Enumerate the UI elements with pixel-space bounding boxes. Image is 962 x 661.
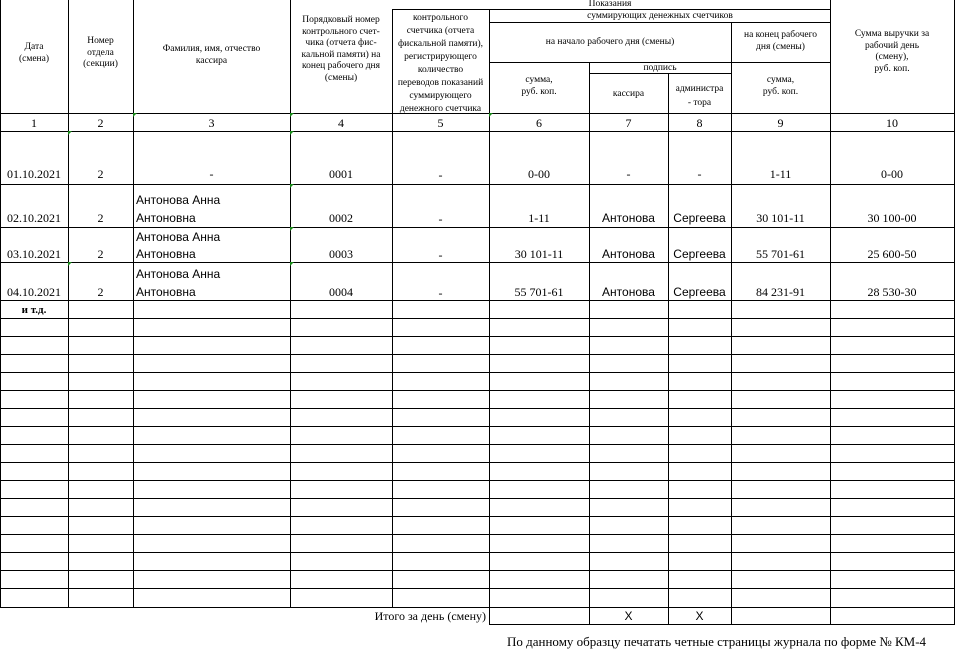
row2-name-line2: Антоновна	[136, 211, 196, 225]
header-dept	[68, 36, 133, 71]
header-control-line: регистрирующего	[404, 52, 477, 62]
row3-counter: 0003	[329, 247, 353, 261]
column-number: 9	[777, 116, 784, 130]
header-end-line: дня (смены)	[756, 41, 805, 52]
row4-counter: 0004	[329, 285, 353, 299]
header-control-line: количество	[417, 65, 464, 75]
header-date	[0, 42, 68, 65]
header-name-line: кассира	[195, 55, 228, 66]
row4-cashier: Антонова	[602, 285, 655, 299]
header-control-line: суммирующего	[409, 91, 472, 101]
header-revenue	[830, 29, 954, 75]
cell-marker	[290, 184, 294, 188]
row3-name-line2: Антоновна	[136, 247, 196, 261]
row1-counter: 0001	[329, 167, 353, 181]
header-control-line: денежного счетчика	[399, 104, 482, 113]
row2-revenue: 30 100-00	[867, 211, 917, 225]
row4-dept: 2	[97, 285, 104, 299]
header-name	[133, 44, 290, 67]
row1-admin: -	[697, 167, 702, 181]
header-sum-col6	[489, 75, 589, 98]
row1-revenue: 0-00	[881, 167, 903, 181]
column-number: 1	[31, 116, 37, 130]
etc-label: и т.д.	[21, 304, 47, 316]
cell-marker	[68, 262, 72, 266]
row3-date: 03.10.2021	[7, 247, 61, 261]
header-control-line: контрольного	[413, 13, 468, 23]
header-control-line: переводов показаний	[397, 78, 484, 88]
column-number: 4	[338, 116, 344, 130]
header-end-line: на конец рабочего	[743, 30, 818, 40]
column-number: 2	[97, 116, 104, 130]
header-dept-line: отдела	[87, 47, 114, 58]
cell-marker	[68, 131, 72, 135]
row2-control: -	[438, 212, 443, 226]
row2-cashier: Антонова	[602, 211, 655, 225]
header-sum6-line: сумма,	[525, 75, 553, 85]
header-control-counter	[392, 12, 489, 113]
header-summ-counters: суммирующих денежных счетчиков	[587, 11, 733, 21]
header-sum9-line: сумма,	[766, 75, 795, 85]
header-counter-line: (смены)	[324, 72, 358, 83]
row3-admin: Сергеева	[673, 247, 726, 261]
header-pokazaniya: Показания	[588, 0, 632, 9]
row4-date: 04.10.2021	[7, 285, 61, 299]
row2-name-line1: Антонова Анна	[136, 193, 221, 207]
row1-start: 0-00	[528, 167, 550, 181]
row3-name-line1: Антонова Анна	[136, 230, 221, 244]
row1-date: 01.10.2021	[7, 167, 61, 181]
header-counter-line: конец рабочего дня	[301, 61, 380, 71]
row4-revenue: 28 530-30	[867, 285, 917, 299]
header-sum6-line: руб. коп.	[521, 86, 557, 97]
row3-revenue: 25 600-50	[867, 247, 917, 261]
column-number: 6	[536, 116, 542, 130]
header-signature: подпись	[643, 63, 677, 73]
header-sum9-line: руб. коп.	[762, 86, 799, 97]
header-revenue-line: руб. коп.	[874, 63, 910, 74]
row3-end: 55 701-61	[756, 247, 805, 261]
column-number: 3	[208, 116, 215, 130]
row4-end: 84 231-91	[756, 285, 805, 299]
row2-start: 1-11	[528, 211, 550, 225]
header-counter-line: Порядковый номер	[302, 15, 380, 25]
header-name-line: Фамилия, имя, отчество	[162, 44, 261, 54]
header-revenue-line: (смену),	[875, 52, 909, 62]
row1-name: -	[209, 167, 214, 181]
header-end-of-day	[731, 30, 830, 53]
header-admin-line: - тора	[687, 98, 712, 108]
row2-date: 02.10.2021	[7, 211, 61, 225]
cell-marker	[290, 262, 294, 266]
header-dept-line: (секции)	[83, 59, 118, 69]
column-number: 10	[886, 116, 898, 130]
column-number: 5	[437, 116, 444, 130]
header-counter-line: чика (отчета фис-	[305, 38, 377, 48]
row1-control: -	[438, 168, 443, 182]
header-cashier: кассира	[612, 89, 645, 99]
row3-start: 30 101-11	[514, 247, 564, 261]
row3-cashier: Антонова	[602, 247, 655, 261]
header-admin-line: администра	[675, 84, 724, 94]
cell-marker	[290, 131, 294, 135]
row1-dept: 2	[97, 167, 104, 181]
total-cashier-x: Х	[624, 609, 633, 623]
row2-end: 30 101-11	[756, 211, 805, 225]
header-revenue-line: рабочий день	[864, 40, 920, 51]
header-control-line: фискальной памяти),	[397, 39, 484, 49]
row4-start: 55 701-61	[514, 285, 564, 299]
column-number: 7	[625, 116, 632, 130]
row4-name-line2: Антоновна	[136, 285, 196, 299]
row3-control: -	[438, 248, 443, 262]
row4-name-line1: Антонова Анна	[136, 267, 221, 281]
header-dept-line: Номер	[87, 36, 114, 46]
header-revenue-line: Сумма выручки за	[854, 29, 930, 39]
header-counter-line: контрольного счет-	[302, 26, 380, 37]
row1-cashier: -	[626, 167, 631, 181]
total-admin-x: Х	[695, 609, 704, 623]
header-date-line: Дата	[24, 42, 44, 52]
row2-admin: Сергеева	[673, 211, 726, 225]
header-date-line: (смена)	[18, 53, 50, 64]
row2-dept: 2	[97, 211, 104, 225]
total-label: Итого за день (смену)	[374, 609, 486, 623]
header-admin	[668, 82, 731, 110]
footnote: По данному образцу печатать четные страницы журнала по форме № КМ-4	[507, 634, 927, 649]
header-control-line: счетчика (отчета	[406, 26, 475, 36]
header-counter-line: кальной памяти) на	[301, 49, 381, 60]
header-counter-number	[290, 15, 392, 84]
row2-counter: 0002	[329, 211, 353, 225]
header-start-of-day: на начало рабочего дня (смены)	[545, 37, 675, 47]
row3-dept: 2	[97, 247, 104, 261]
column-number: 8	[696, 116, 703, 130]
row1-end: 1-11	[769, 167, 792, 181]
header-sum-col9	[731, 75, 830, 98]
row4-admin: Сергеева	[673, 285, 726, 299]
row4-control: -	[438, 286, 443, 300]
cell-marker	[290, 227, 294, 231]
